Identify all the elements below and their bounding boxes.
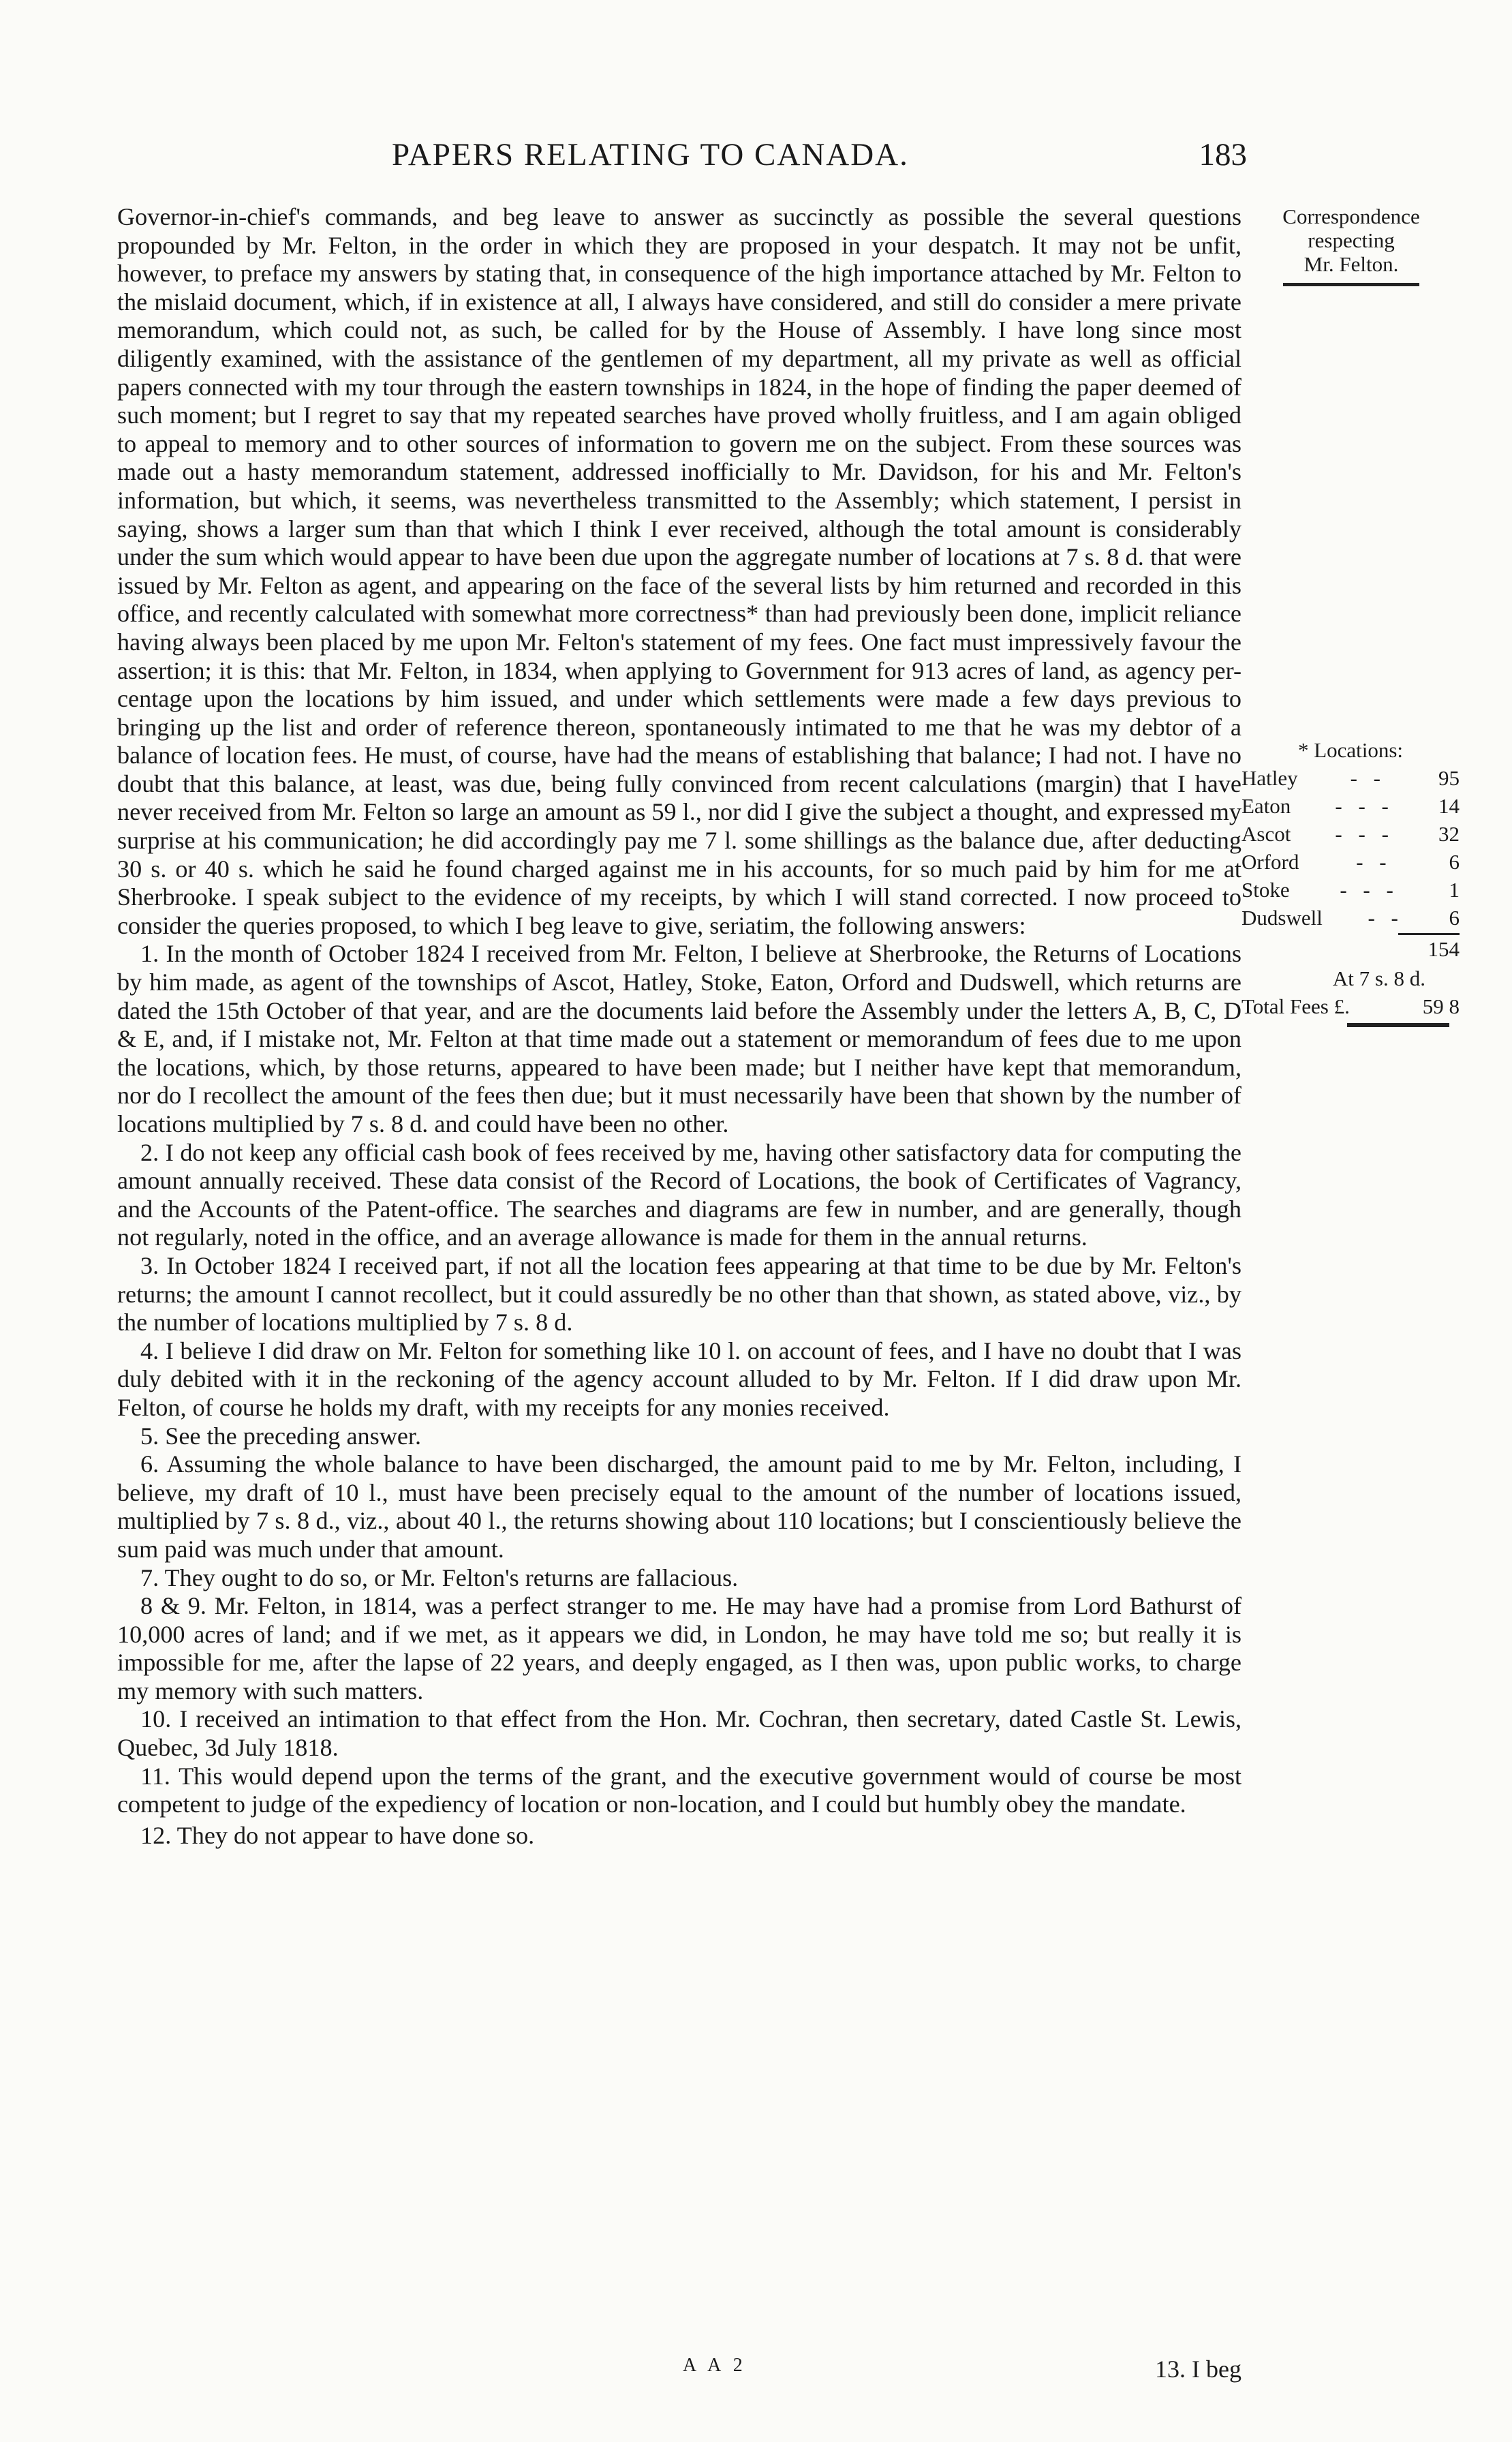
location-value: 6 (1449, 906, 1460, 930)
fee-rate: At 7 s. 8 d. (1332, 966, 1425, 990)
paragraph-answer-6: 6. Assuming the whole balance to have been discharged, the amount paid to me by Mr. Felton, including, I believe, my draft of 10 l., must have been precisely equal to the amount of the number of locations issued, multiplied by 7 s. 8 d., viz., about 40 l., the returns showing about 110 locations; but I conscientiously believe the sum paid was much under that amount. (117, 1450, 1241, 1563)
location-name: Eaton (1241, 794, 1291, 818)
location-row: Hatley - - 95 (1241, 764, 1460, 792)
paragraph-answer-1: 1. In the month of October 1824 I received from Mr. Felton, I believe at Sherbrooke, the Returns of Locations by him made, as agent of the townships of Ascot, Hatley, Stoke, Eaton, Orford and Dudswell, which returns are dated the 15th October of that year, and are the documents laid before the Assembly under the letters A, B, C, D & E, and, if I mistake not, Mr. Felton at that time made out a statement or memorandum of fees due to me upon the locations, which, by those returns, appeared to have been made; but I neither have kept that memorandum, nor do I recollect the amount of the fees then due; but it must necessarily have been that shown by the number of locations multiplied by 7 s. 8 d. and could have been no other. (117, 940, 1241, 1138)
locations-footnote (1241, 736, 1460, 1027)
paragraph-answer-11: 11. This would depend upon the terms of the grant, and the executive government would of course be most competent to judge of the expediency of location or non-location, and I could but humbly obey the mandate. (117, 1762, 1241, 1818)
paragraph: Governor-in-chief's commands, and beg leave to answer as succinctly as possible the several questions propounded by Mr. Felton, in the order in which they are proposed in your despatch. It may not be unfit, however, to preface my answers by stating that, in consequence of the high importance attached by Mr. Felton to the mislaid document, which, if in existence at all, I always have considered, and still do consider a mere private memorandum, which could not, as such, be called for by the House of Assembly. I have long since most diligently examined, with the assistance of the gentlemen of my department, all my private as well as official papers connected with my tour through the eastern townships in 1824, in the hope of finding the paper deemed of such moment; but I regret to say that my repeated searches have proved wholly fruitless, and I am again obliged to appeal to memory and to other sources of information to govern me on the subject. From these sources was made out a hasty memorandum statement, addressed inofficially to Mr. Davidson, for his and Mr. Felton's information, but which, it seems, was nevertheless transmitted to the Assembly; which statement, I persist in saying, shows a larger sum than that which I think I ever received, although the total amount is considerably under the sum which would appear to have been due upon the aggregate number of locations at 7 s. 8 d. that were issued by Mr. Felton as agent, and appearing on the face of the several lists by him returned and recorded in this office, and recently calculated with somewhat more correctness* than had previously been done, implicit reliance having always been placed by me upon Mr. Felton's statement of my fees. One fact must impressively favour the assertion; it is this: that Mr. Felton, in 1834, when applying to Government for 913 acres of land, as agency per-centage upon the locations by him issued, and under which settlements were made a few days previous to bringing up the list and order of reference thereon, spontaneously intimated to me that he was my debtor of a balance of location fees. He must, of course, have had the means of establishing that balance; I had not. I have no doubt that this balance, at least, was due, being fully convinced from recent calculations (margin) that I have never received from Mr. Felton so large an amount as 59 l., nor did I give the subject a thought, and expressed my surprise at his communication; he did accordingly pay me 7 l. some shillings as the balance due, after deducting 30 s. or 40 s. which he said he found charged against me in his accounts, for so much paid by him for me at Sherbrooke. I speak subject to the evidence of my receipts, by which I will stand corrected. I now proceed to consider the queries proposed, to which I beg leave to give, seriatim, the following answers: (117, 203, 1241, 939)
location-value: 95 (1438, 766, 1460, 790)
total-rule (1347, 1023, 1449, 1027)
page-number: 183 (1199, 137, 1247, 172)
paragraph-answer-8-9: 8 & 9. Mr. Felton, in 1814, was a perfect stranger to me. He may have had a promise from Lord Bathurst of 10,000 acres of land; and if we met, as it appears we did, in London, he may have told me so; but really it is impossible for me, after the lapse of 22 years, and deeply engaged, as I then was, upon public works, to charge my memory with such matters. (117, 1592, 1241, 1705)
paragraph-answer-2: 2. I do not keep any official cash book of fees received by me, having other satisfactory data for computing the amount annually received. These data consist of the Record of Locations, the book of Certificates of Vagrancy, and the Accounts of the Patent-office. The searches and diagrams are few in number, and are generally, though not regularly, noted in the office, and an average allowance is made for them in the annual returns. (117, 1138, 1241, 1251)
total-fees (1241, 992, 1460, 1020)
location-value: 1 (1449, 878, 1460, 902)
location-value: 14 (1438, 794, 1460, 818)
page-header (123, 136, 1247, 184)
total-fees-label: Total Fees £. (1241, 994, 1350, 1018)
margin-note-line: Mr. Felton. (1303, 252, 1399, 276)
margin-note-correspondence (1259, 204, 1443, 286)
location-name: Ascot (1241, 822, 1291, 846)
paragraph-answer-4: 4. I believe I did draw on Mr. Felton for something like 10 l. on account of fees, and I have no doubt that I was duly debited with it in the reckoning of the agency account alluded to by Mr. Felton. If I did draw upon Mr. Felton, of course he holds my draft, with my receipts for any monies received. (117, 1337, 1241, 1421)
location-row: Stoke - - - 1 (1241, 876, 1460, 904)
location-value: 32 (1438, 822, 1460, 846)
running-title: PAPERS RELATING TO CANADA. (392, 137, 909, 172)
location-name: Hatley (1241, 766, 1298, 790)
margin-note-line: Correspondence (1282, 204, 1420, 228)
paragraph-answer-3: 3. In October 1824 I received part, if not all the location fees appearing at that time to be due by Mr. Felton's returns; the amount I cannot recollect, but it could assuredly be no other than that shown, as stated above, viz., by the number of locations multiplied by 7 s. 8 d. (117, 1251, 1241, 1337)
location-name: Orford (1241, 850, 1299, 874)
paragraph-answer-7: 7. They ought to do so, or Mr. Felton's returns are fallacious. (140, 1563, 739, 1591)
total-fees-value: 59 8 (1422, 994, 1460, 1018)
location-row: Dudswell - - 6 (1241, 904, 1460, 932)
catchword: 13. I beg (1155, 2355, 1241, 2383)
location-row: Orford - - 6 (1241, 848, 1460, 876)
location-value: 6 (1449, 850, 1460, 874)
paragraph-answer-5: 5. See the preceding answer. (140, 1422, 421, 1450)
margin-note-line: respecting (1308, 228, 1395, 252)
locations-sum: 154 (1398, 933, 1460, 963)
locations-heading: * Locations: (1297, 738, 1404, 762)
paragraph-answer-10: 10. I received an intimation to that effect from the Hon. Mr. Cochran, then secretary, dated Castle St. Lewis, Quebec, 3d July 1818. (117, 1705, 1241, 1762)
margin-rule (1283, 283, 1419, 286)
location-row: Ascot - - - 32 (1241, 820, 1460, 848)
location-row: Eaton - - - 14 (1241, 792, 1460, 820)
location-name: Dudswell (1241, 906, 1323, 930)
location-name: Stoke (1241, 878, 1290, 902)
page-footer (117, 2355, 1241, 2389)
body-text (117, 203, 1241, 1850)
signature-mark: A A 2 (683, 2355, 747, 2376)
paragraph-answer-12: 12. They do not appear to have done so. (140, 1821, 535, 1849)
